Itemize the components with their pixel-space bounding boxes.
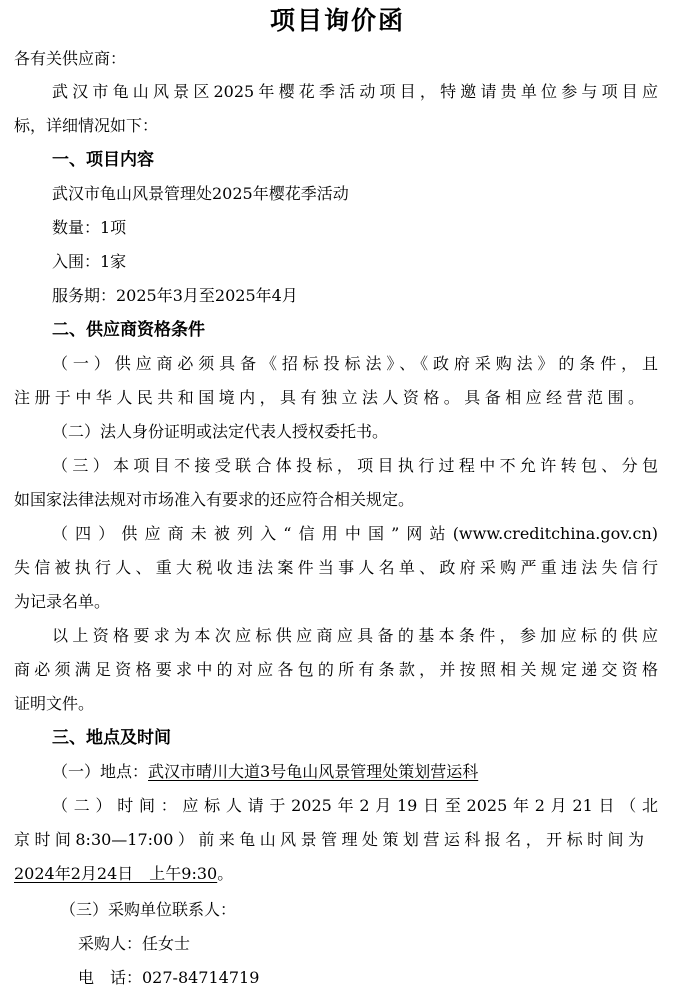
section-2-heading: 二、供应商资格条件 [52, 320, 205, 340]
qualification-3-line-1: （三）本项目不接受联合体投标，项目执行过程中不允许转包、分包 [52, 456, 658, 475]
qualification-2: （二）法人身份证明或法定代表人授权委托书。 [52, 422, 389, 441]
salutation: 各有关供应商： [14, 49, 127, 68]
qualification-note-line-2: 商必须满足资格要求中的对应各包的所有条款，并按照相关规定递交资格 [14, 660, 658, 679]
qualification-1-line-2: 注册于中华人民共和国境内，具有独立法人资格。具备相应经营范围。 [14, 388, 644, 407]
location-value: 武汉市晴川大道3号龟山风景管理处策划营运科 [148, 762, 479, 781]
time-line-3-period: 。 [217, 864, 234, 883]
intro-line-1: 武汉市龟山风景区2025年樱花季活动项目，特邀请贵单位参与项目应 [52, 82, 658, 101]
project-name: 武汉市龟山风景管理处2025年樱花季活动 [52, 184, 349, 203]
phone: 电 话：027-84714719 [78, 968, 260, 987]
section-1-heading: 一、项目内容 [52, 150, 154, 170]
qualification-4-line-1: （四）供应商未被列入“信用中国”网站(www.creditchina.gov.cn) [52, 524, 658, 543]
quantity: 数量：1项 [52, 218, 127, 237]
time-line-3 [14, 862, 233, 886]
qualification-4-line-3: 为记录名单。 [14, 592, 111, 611]
bid-opening-time: 2024年2月24日 上午9:30 [14, 864, 218, 883]
qualification-1-line-1: （一）供应商必须具备《招标投标法》、《政府采购法》的条件，且 [52, 354, 658, 373]
location-row [52, 760, 478, 784]
qualification-4-line-2: 失信被执行人、重大税收违法案件当事人名单、政府采购严重违法失信行 [14, 558, 658, 577]
qualification-note-line-1: 以上资格要求为本次应标供应商应具备的基本条件，参加应标的供应 [52, 626, 658, 645]
section-3-heading: 三、地点及时间 [52, 728, 171, 748]
document-title: 项目询价函 [269, 6, 405, 35]
contact-heading: （三）采购单位联系人： [60, 900, 237, 919]
location-label: （一）地点： [52, 762, 149, 781]
time-line-2: 京时间8:30—17:00）前来龟山风景管理处策划营运科报名，开标时间为 [14, 830, 644, 849]
qualification-note-line-3: 证明文件。 [14, 694, 95, 713]
time-line-1: （二）时间：应标人请于2025年2月19日至2025年2月21日（北 [52, 796, 658, 815]
service-period: 服务期：2025年3月至2025年4月 [52, 286, 298, 305]
shortlist-count: 入围：1家 [52, 252, 127, 271]
qualification-3-line-2: 如国家法律法规对市场准入有要求的还应符合相关规定。 [14, 490, 415, 509]
intro-line-2: 标，详细情况如下： [14, 116, 159, 135]
purchaser: 采购人：任女士 [78, 934, 191, 953]
